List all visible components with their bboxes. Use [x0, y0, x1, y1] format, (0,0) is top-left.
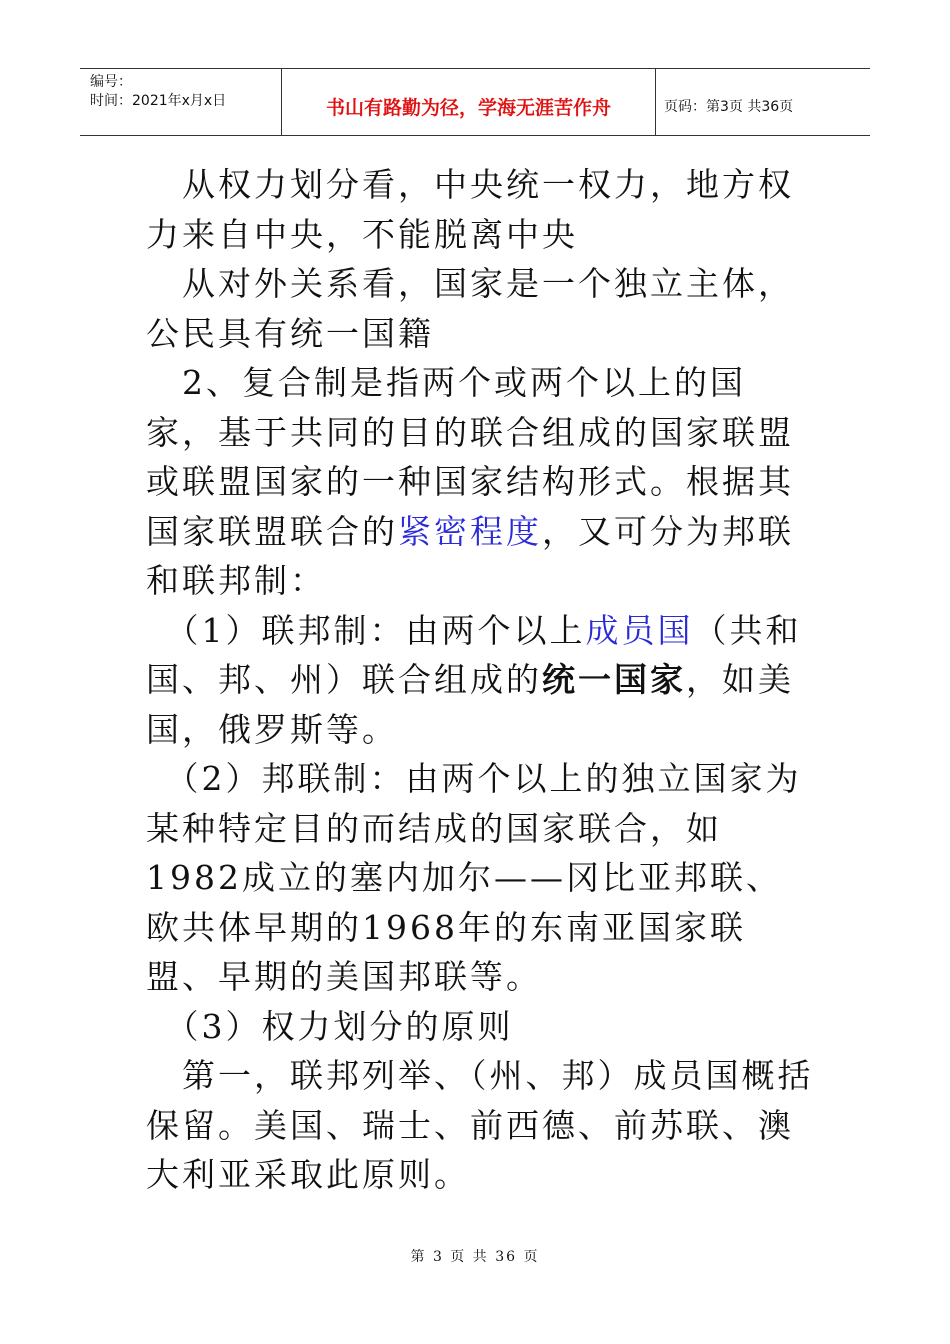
- text: 2、复合制是指两个或两个以上的国家，基于共同的目的联合组成的国家联盟或联盟国家的一种国家结构形式。根据其国家联盟联合的: [146, 363, 794, 551]
- time-label: 时间：2021年x月x日: [90, 93, 227, 109]
- text: （1）联邦制：由两个以上: [146, 610, 586, 650]
- paragraph-confederation: （2）邦联制：由两个以上的独立国家为某种特定目的而结成的国家联合，如1982成立的塞内加尔——冈比亚邦联、欧共体早期的1968年的东南亚国家联盟、早期的美国邦联等。: [146, 759, 802, 996]
- header-page-label: 页码：第3页 共36页: [664, 99, 794, 115]
- paragraph-power-division: 从权力划分看，中央统一权力，地方权力来自中央，不能脱离中央: [146, 165, 794, 254]
- link-member-state[interactable]: 成员国: [585, 610, 694, 650]
- paragraph-compound-system: [146, 358, 816, 606]
- text: ，又可分为邦联和联邦制：: [146, 511, 794, 600]
- header-meta: [80, 69, 282, 135]
- text: ，如美国，俄罗斯等。: [146, 660, 794, 749]
- number-label: 编号：: [90, 74, 132, 90]
- link-closeness-degree[interactable]: 紧密程度: [398, 511, 542, 551]
- paragraph-first-principle: 第一，联邦列举、（州、邦）成员国概括保留。美国、瑞士、前西德、前苏联、澳大利亚采取此原则。: [146, 1056, 814, 1194]
- paragraph-federal-system: [146, 606, 816, 755]
- emphasis-unified-state: 统一国家: [542, 660, 686, 699]
- header-motto: 书山有路勤为径，学海无涯苦作舟: [282, 69, 656, 135]
- document-header: [80, 68, 870, 136]
- document-body: [146, 160, 816, 1200]
- paragraph-external-relations: 从对外关系看，国家是一个独立主体，公民具有统一国籍: [146, 264, 794, 353]
- paragraph-principle-heading: （3）权力划分的原则: [146, 1006, 514, 1046]
- page-footer: 第 3 页 共 36 页: [410, 1249, 540, 1265]
- text: （共和国、邦、州）联合组成的: [146, 610, 802, 699]
